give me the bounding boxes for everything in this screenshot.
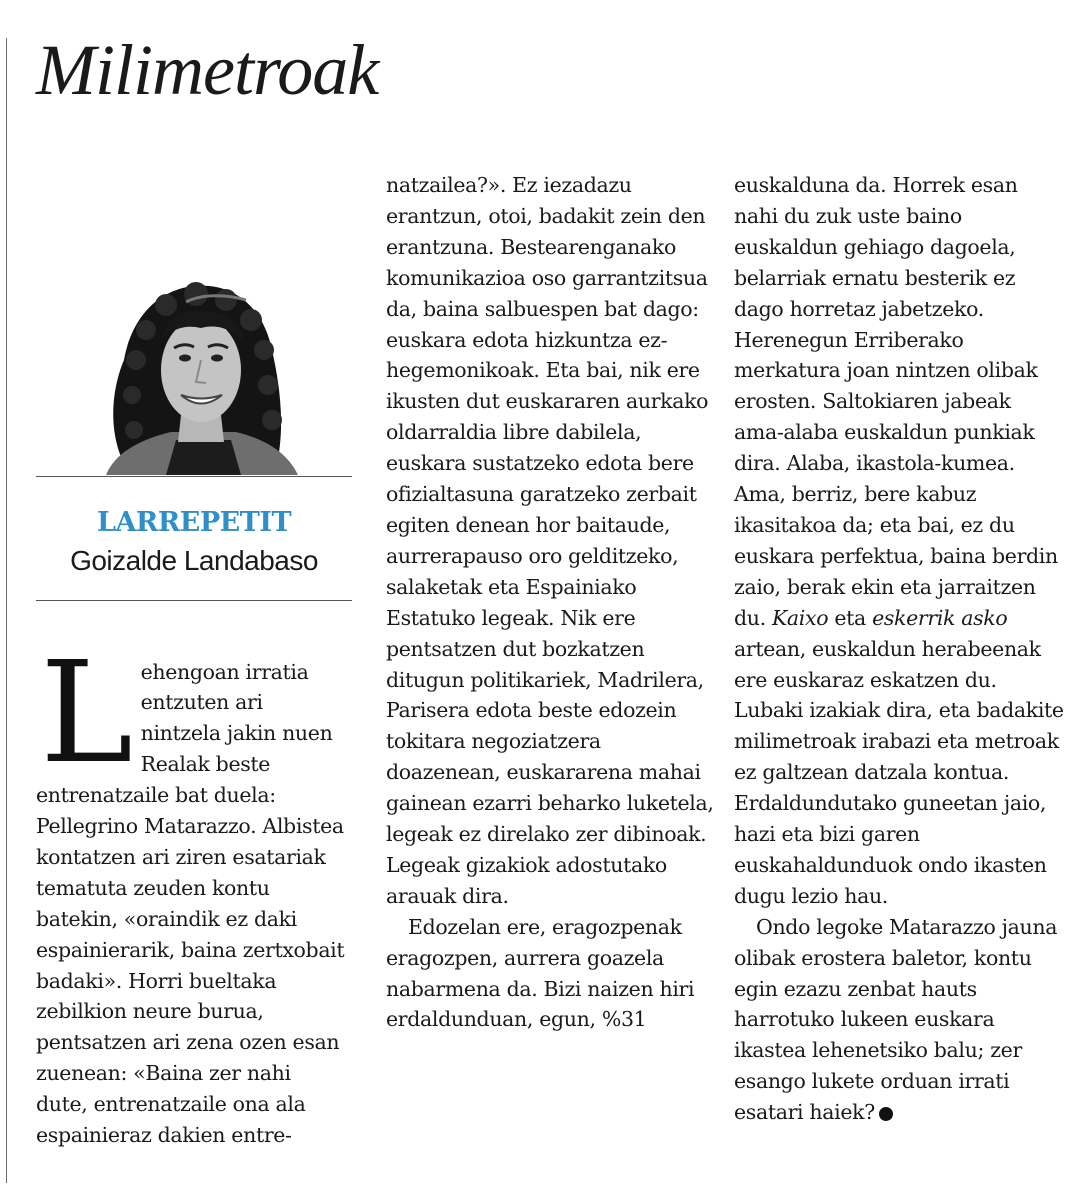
- author-portrait-icon: [36, 250, 352, 475]
- paragraph-4: [734, 170, 1064, 912]
- photo-divider: [36, 476, 352, 477]
- paragraph-2: natzailea?». Ez iezadazu erantzun, otoi, badakit zein den erantzuna. Bestearenganako komunikazioa oso garrantzitsua da, baina salbuespen bat dago: euskara edota hizkuntza ez-hegemonikoak. Eta bai, nik ere ikusten dut euskararen aurkako oldarraldia libre dabilela, euskara sustatzeko edota bere ofizialtasuna garatzeko zerbait egiten denean hor baitaude, aurrerapauso oro gelditzeko, salaketak eta Espainiako Estatuko legeak. Nik ere pentsatzen dut bozkatzen ditugun politikariek, Madrilera, Parisera edota beste edozein tokitara negoziatzera doazenean, euskararena mahai gainean ezarri beharko luketela, legeak ez direlako zer dibinoak. Legeak gizakiok adostutako arauak dira.: [386, 173, 714, 908]
- emphasis-eskerrik-asko: eskerrik asko: [872, 605, 1008, 630]
- left-column-rule: [6, 38, 7, 1183]
- drop-cap: L: [40, 631, 133, 795]
- paragraph-1: [36, 631, 348, 1152]
- paragraph-5-text: Ondo legoke Matarazzo jauna olibak erostera baletor, kontu egin ezazu zenbat hauts harrotuko lukeen euskara ikastea lehenetsiko balu; zer esango lukete orduan irrati esatari haiek?: [734, 914, 1058, 1125]
- paragraph-4-connector: eta: [834, 605, 866, 630]
- section-title: Milimetroak: [36, 30, 379, 110]
- column-2: [386, 170, 716, 1035]
- paragraph-5: [734, 912, 1064, 1128]
- emphasis-kaixo: Kaixo: [771, 605, 829, 630]
- column-1: [36, 631, 348, 1172]
- end-mark-icon: [879, 1107, 893, 1121]
- column-brand: LARREPETIT: [96, 507, 292, 538]
- paragraph-4-text-a: euskalduna da. Horrek esan nahi du zuk uste baino euskaldun gehiago dagoela, belarriak ernatu besterik ez dago horretaz jabetzeko. Herenegun Erriberako merkatura joan nintzen olibak erosten. Saltokiaren jabeak ama-alaba euskaldun punkiak dira. Alaba, ikastola-kumea. Ama, berriz, bere kabuz ikasitakoa da; eta bai, ez du euskara perfektua, baina berdin zaio, berak ekin eta jarraitzen du.: [734, 173, 1058, 630]
- author-name: Goizalde Landabaso: [70, 545, 318, 576]
- paragraph-3: Edozelan ere, eragozpenak eragozpen, aurrera goazela nabarmena da. Bizi naizen hiri erdaldunduan, egun, %31: [386, 914, 695, 1032]
- paragraph-1-text: ehengoan irratia entzuten ari nintzela jakin nuen Realak beste entrenatzaile bat duela: Pellegrino Matarazzo. Albistea kontatzen ari ziren esatariak tematuta zeuden kontu batekin, «oraindik ez daki espainierarik, baina zertxobait badaki». Horri bueltaka zebilkion neure burua, pentsatzen ari zena ozen esan zuenean: «Baina zer nahi dute, entrenatzaile ona ala espainieraz dakien entre-: [36, 659, 345, 1148]
- column-3: [734, 170, 1064, 1128]
- byline-divider: [36, 600, 352, 601]
- author-photo: [36, 250, 352, 475]
- paragraph-4-text-b: artean, euskaldun herabeenak ere euskaraz eskatzen du. Lubaki izakiak dira, eta badakite milimetroak irabazi eta metroak ez galtzean datzala kontua. Erdaldundutako guneetan jaio, hazi eta bizi garen euskahaldunduok ondo ikasten dugu lezio hau.: [734, 636, 1064, 908]
